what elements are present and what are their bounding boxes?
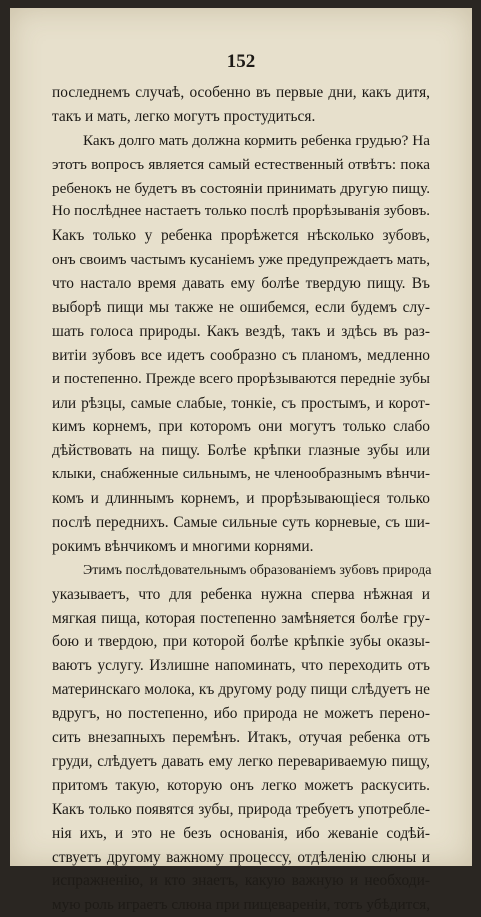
text-line: указываетъ, что для ребенка нужна сперва нѣжная и: [52, 585, 430, 603]
text-line: Какъ только у ребенка прорѣжется нѣсколько зубовъ,: [52, 227, 430, 245]
text-line: материнскаго молока, къ другому роду пищи слѣдуетъ не: [52, 681, 430, 699]
text-line: притомъ такую, которую онъ легко можетъ раскусить.: [52, 776, 430, 794]
text-line: послѣ переднихъ. Самые сильные суть корневые, съ ши-: [52, 514, 430, 532]
text-line: ваютъ услугу. Излишне напоминать, что переходить отъ: [52, 657, 430, 675]
body-text: [52, 81, 430, 917]
text-line: последнемъ случаѣ, особенно въ первые дни, какъ дитя,: [52, 84, 430, 101]
text-line: сить внезапныхъ перемѣнъ. Итакъ, отучая ребенка отъ: [52, 729, 430, 747]
text-line: рокимъ вѣнчикомъ и многими корнями.: [52, 537, 314, 555]
text-line: что настало время давать ему болѣе твердую пищу. Въ: [52, 275, 430, 293]
text-line: Этимъ послѣдовательнымъ образованіемъ зубовъ природа: [83, 562, 432, 578]
text-line: этотъ вопросъ является самый естественный отвѣтъ: пока: [52, 155, 430, 173]
text-line: комъ и длиннымъ корнемъ, и прорѣзывающіеся только: [52, 490, 430, 508]
text-line: витіи зубовъ все идетъ сообразно съ планомъ, медленно: [52, 346, 430, 364]
text-line: мую роль играетъ слюна при пищевареніи, тотъ убѣдится,: [52, 896, 430, 914]
text-line: ребенокъ не будетъ въ состояніи принимать другую пищу.: [52, 179, 430, 197]
text-line: мягкая пища, которая постепенно замѣняется болѣе гру-: [52, 609, 430, 627]
text-line: и постепенно. Прежде всего прорѣзываются передніе зубы: [52, 370, 430, 387]
page-number: 152: [226, 51, 256, 72]
text-line: клыки, снабженные сильнымъ, не членообразнымъ вѣнчи-: [52, 466, 430, 483]
text-line: вдругъ, но постепенно, ибо природа не можетъ перено-: [52, 705, 430, 723]
text-line: шать голоса природы. Какъ вездѣ, такъ и здѣсь въ раз-: [52, 322, 430, 340]
text-line: выборѣ пищи мы также не ошибемся, если будемъ слу-: [52, 299, 430, 317]
text-line: такъ и мать, легко могутъ простудиться.: [52, 107, 316, 125]
text-line: Но послѣднее настаетъ только послѣ прорѣзыванія зубовъ.: [52, 203, 430, 220]
text-line: или рѣзцы, самые слабые, тонкіе, съ простымъ, и корот-: [52, 394, 430, 412]
text-line: кимъ корнемъ, при которомъ они могутъ только слабо: [52, 418, 430, 436]
text-line: дѣйствовать на пищу. Болѣе крѣпки глазные зубы или: [52, 442, 430, 460]
text-line: Какъ долго мать должна кормить ребенка грудью? На: [83, 131, 430, 149]
text-line: груди, слѣдуетъ давать ему легко перевариваемую пищу,: [52, 752, 430, 770]
text-line: Какъ только появятся зубы, природа требуетъ употребле-: [52, 800, 430, 818]
text-line: онъ своимъ частымъ кусаніемъ уже предупреждаетъ мать,: [52, 251, 430, 269]
text-line: испражненію, и кто знаетъ, какую важную и необходи-: [52, 872, 430, 890]
text-line: ствуетъ другому важному процессу, отдѣленію слюны и: [52, 848, 430, 866]
book-page: [10, 8, 472, 914]
text-line: нія ихъ, и это не безъ основанія, ибо жеваніе содѣй-: [52, 824, 430, 842]
text-line: бою и твердою, при которой болѣе крѣпкіе зубы оказы-: [52, 633, 430, 651]
